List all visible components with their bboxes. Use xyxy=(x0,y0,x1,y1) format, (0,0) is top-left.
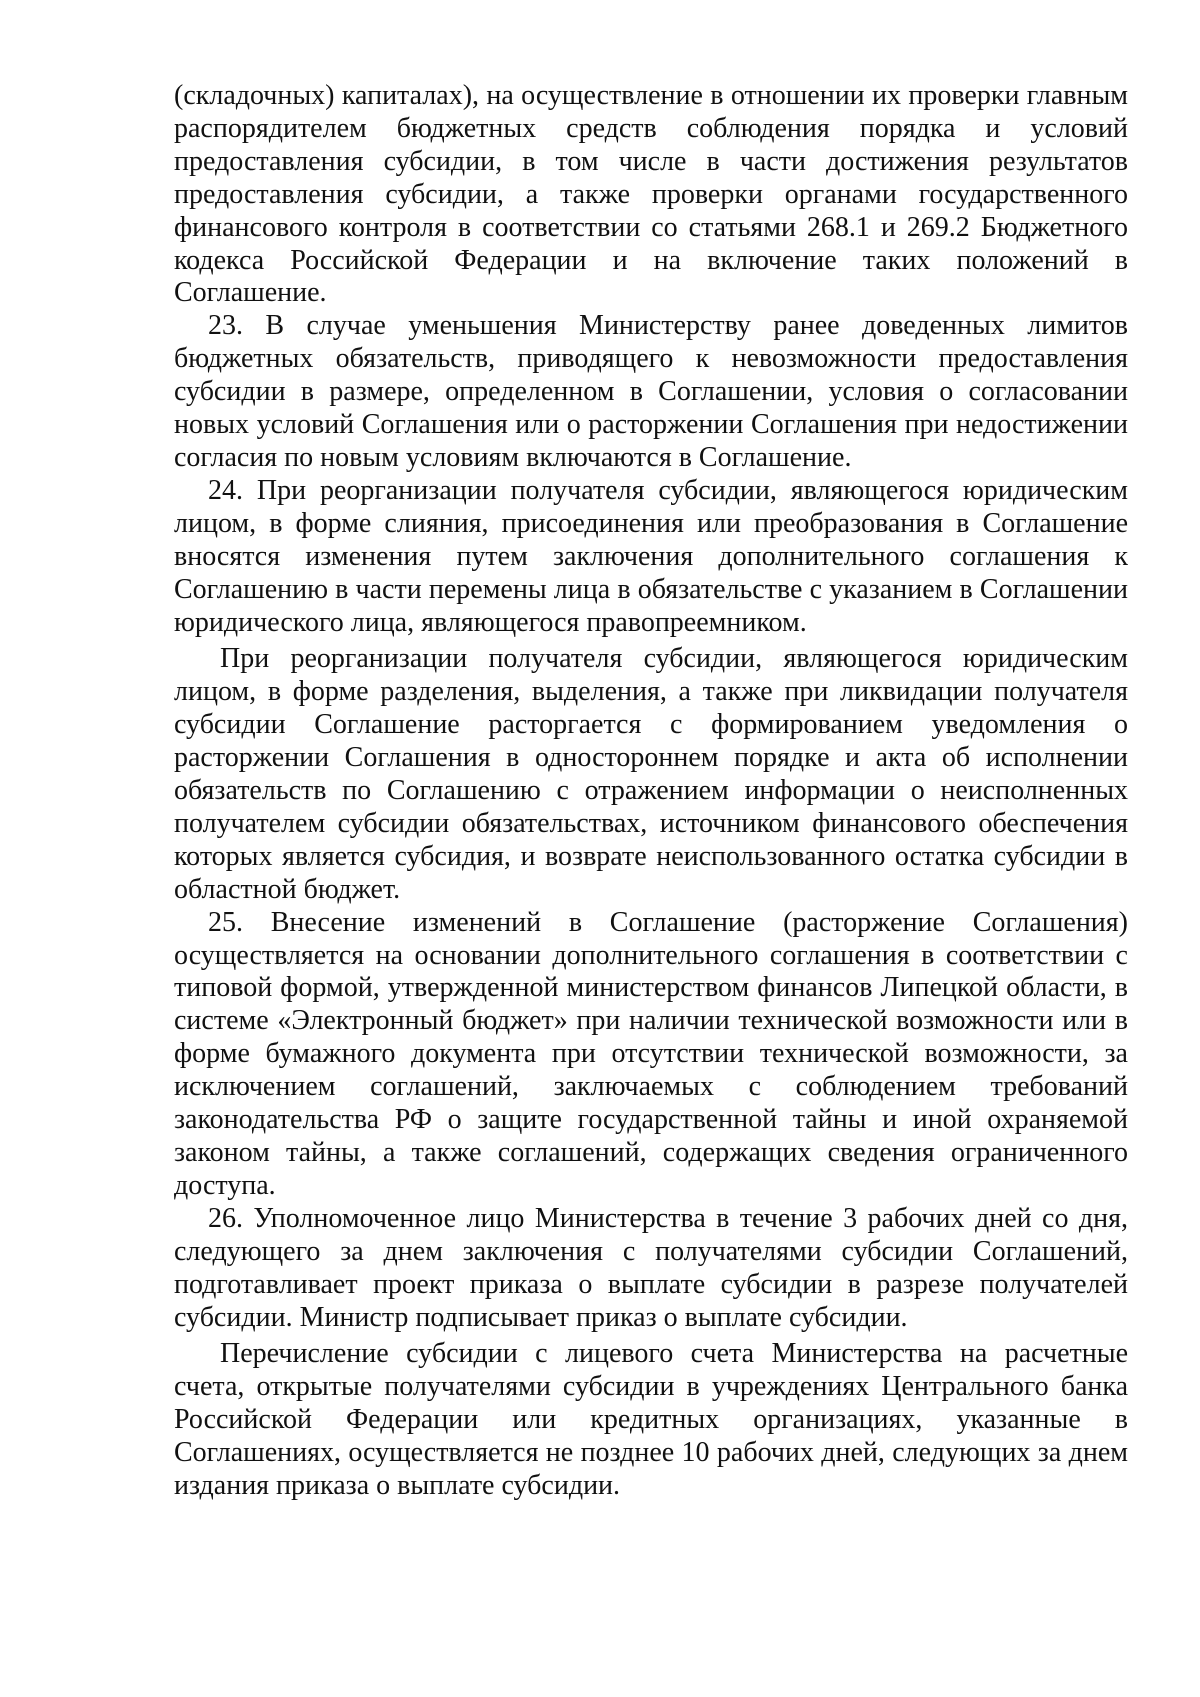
paragraph-continuation: (складочных) капиталах), на осуществление в отношении их проверки главным распорядителем бюджетных средств соблюдения порядка и условий предоставления субсидии, в том числе в части достижения результатов предоставления субсидии, а также проверки органами государственного финансового контроля в соответствии со статьями 268.1 и 269.2 Бюджетного кодекса Российской Федерации и на включение таких положений в Соглашение. xyxy=(174,80,1128,309)
paragraph-23: 23. В случае уменьшения Министерству ранее доведенных лимитов бюджетных обязательств, приводящего к невозможности предоставления субсидии в размере, определенном в Соглашении, условия о согласовании новых условий Соглашения или о расторжении Соглашения при недостижении согласия по новым условиям включаются в Соглашение. xyxy=(174,310,1128,473)
paragraph-26: 26. Уполномоченное лицо Министерства в течение 3 рабочих дней со дня, следующего за днем заключения с получателями субсидии Соглашений, подготавливает проект приказа о выплате субсидии в разрезе получателей субсидии. Министр подписывает приказ о выплате субсидии. xyxy=(174,1202,1128,1333)
paragraph-24: 24. При реорганизации получателя субсидии, являющегося юридическим лицом, в форме слияния, присоединения или преобразования в Соглашение вносятся изменения путем заключения дополнительного соглашения к Соглашению в части перемены лица в обязательстве с указанием в Соглашении юридического лица, являющегося правопреемником. xyxy=(174,474,1128,638)
paragraph-26-continuation: Перечисление субсидии с лицевого счета Министерства на расчетные счета, открытые получателями субсидии в учреждениях Центрального банка Российской Федерации или кредитных организациях, указанные в Соглашениях, осуществляется не позднее 10 рабочих дней, следующих за днем издания приказа о выплате субсидии. xyxy=(174,1338,1128,1502)
paragraph-25: 25. Внесение изменений в Соглашение (расторжение Соглашения) осуществляется на основании дополнительного соглашения в соответствии с типовой формой, утвержденной министерством финансов Липецкой области, в системе «Электронный бюджет» при наличии технической возможности или в форме бумажного документа при отсутствии технической возможности, за исключением соглашений, заключаемых с соблюдением требований законодательства РФ о защите государственной тайны и иной охраняемой законом тайны, а также соглашений, содержащих сведения ограниченного доступа. xyxy=(174,906,1128,1201)
document-page xyxy=(174,80,1128,1503)
paragraph-24-continuation: При реорганизации получателя субсидии, являющегося юридическим лицом, в форме разделения, выделения, а также при ликвидации получателя субсидии Соглашение расторгается с формированием уведомления о расторжении Соглашения в одностороннем порядке и акта об исполнении обязательств по Соглашению с отражением информации о неисполненных получателем субсидии обязательствах, источником финансового обеспечения которых является субсидия, и возврате неиспользованного остатка субсидии в областной бюджет. xyxy=(174,643,1128,905)
